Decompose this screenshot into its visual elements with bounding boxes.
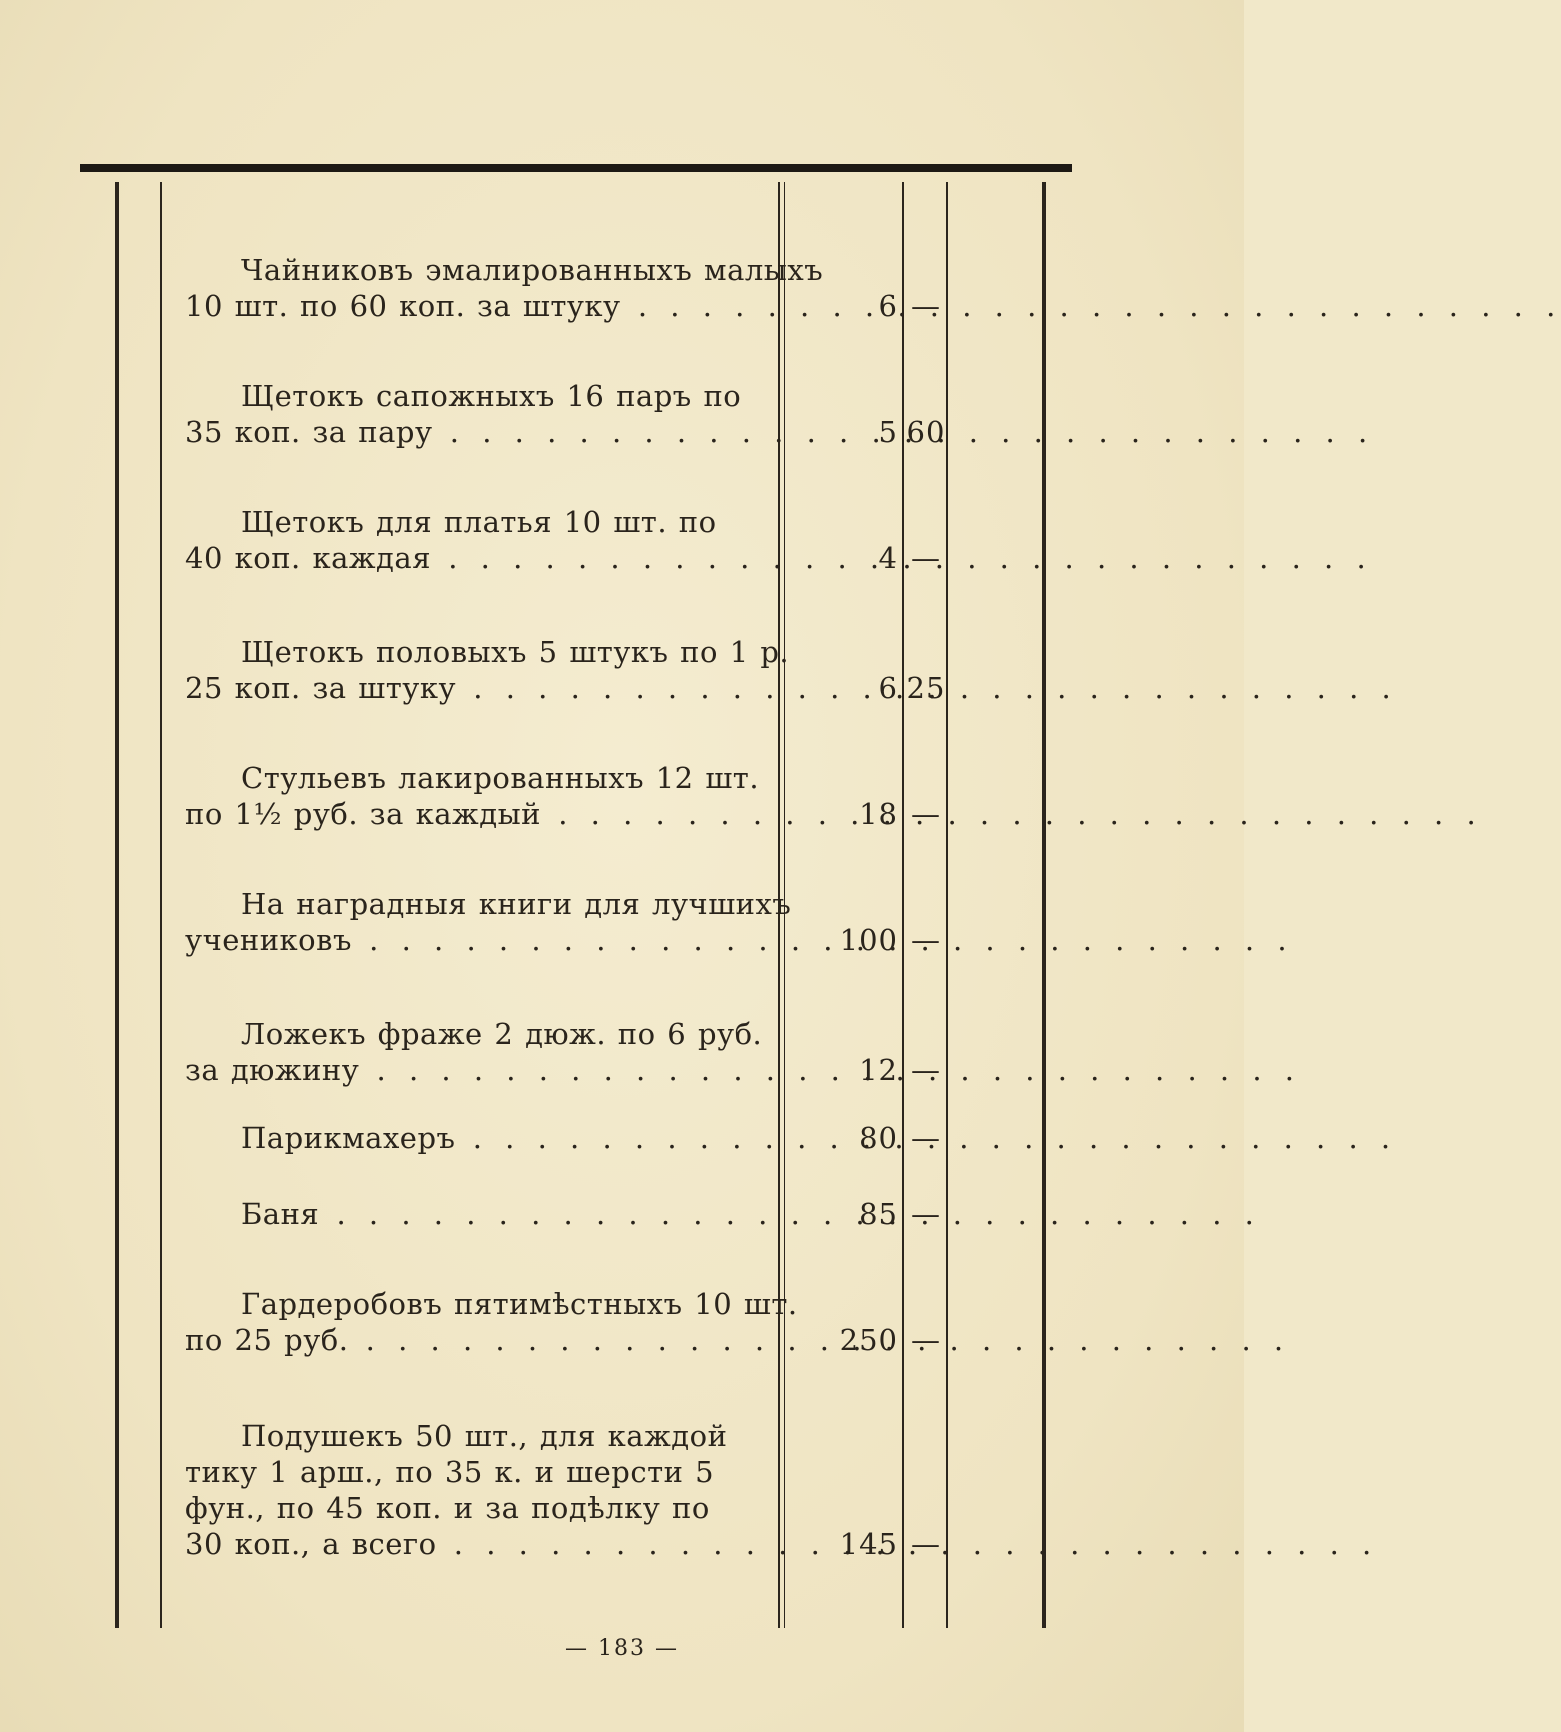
entry-line: Щетокъ половыхъ 5 штукъ по 1 р.: [241, 635, 790, 669]
rubles-amount: 4: [878, 541, 898, 575]
entry-line: по 1½ руб. за каждый . . .: [185, 796, 762, 832]
rubles-amount: 85: [859, 1197, 898, 1231]
left-border-line: [115, 182, 119, 1628]
entry-description: [185, 1196, 762, 1232]
entry-line: по 25 руб. . . .: [185, 1322, 762, 1358]
rub-kop-divider: [902, 182, 904, 1628]
entry-description: [185, 504, 762, 576]
rubles-amount: 18: [859, 797, 898, 831]
kopecks-amount: —: [911, 1121, 941, 1155]
rubles-amount: 250: [839, 1323, 898, 1357]
kopecks-amount: 60: [906, 415, 946, 449]
entry-line: На наградныя книги для лучшихъ: [241, 887, 792, 921]
entry-line: Баня . . .: [185, 1196, 762, 1232]
kopecks-amount: —: [911, 1053, 941, 1087]
kopecks-amount: —: [911, 1323, 941, 1357]
entry-line: за дюжину . . .: [185, 1052, 762, 1088]
kopecks-amount: —: [911, 541, 941, 575]
entry-line: Подушекъ 50 шт., для каждой: [241, 1419, 728, 1453]
rubles-amount: 5: [878, 415, 898, 449]
kopecks-amount: —: [911, 1197, 941, 1231]
right-border-line: [1042, 182, 1046, 1628]
entry-line: 40 коп. каждая . . .: [185, 540, 762, 576]
entry-description: [185, 1418, 762, 1562]
entry-description: [185, 252, 824, 324]
rubles-amount: 6: [878, 671, 898, 705]
kopecks-amount: —: [911, 923, 941, 957]
left-inner-line: [160, 182, 162, 1628]
entry-description: [185, 1120, 762, 1156]
entry-line: 35 коп. за пару . . .: [185, 414, 762, 450]
kop-right-line: [946, 182, 948, 1628]
entry-line: Щетокъ сапожныхъ 16 паръ по: [241, 379, 742, 413]
entry-line: учениковъ . . .: [185, 922, 762, 958]
entry-line: тику 1 арш., по 35 к. и шерсти 5: [185, 1455, 715, 1489]
entry-line: Щетокъ для платья 10 шт. по: [241, 505, 717, 539]
kopecks-amount: —: [911, 1527, 941, 1561]
kopecks-amount: 25: [906, 671, 946, 705]
entry-line: Ложекъ фраже 2 дюж. по 6 руб.: [241, 1017, 763, 1051]
page-number: — 183 —: [565, 1636, 679, 1661]
entry-description: [185, 1286, 798, 1358]
entry-line: Чайниковъ эмалированныхъ малыхъ: [241, 253, 824, 287]
entry-line: Парикмахеръ . . .: [185, 1120, 762, 1156]
rubles-amount: 12: [859, 1053, 898, 1087]
entry-line: 30 коп., а всего . . .: [185, 1526, 762, 1562]
entry-line: 25 коп. за штуку . . .: [185, 670, 762, 706]
rubles-amount: 6: [878, 289, 898, 323]
rubles-amount: 145: [839, 1527, 898, 1561]
entry-description: [185, 378, 762, 450]
rubles-amount: 100: [839, 923, 898, 957]
entry-description: [185, 1016, 762, 1088]
rubles-amount: 80: [859, 1121, 898, 1155]
entry-line: фун., по 45 коп. и за подѣлку по: [185, 1491, 710, 1525]
entry-description: [185, 760, 762, 832]
entry-description: [185, 886, 792, 958]
entry-line: 10 шт. по 60 коп. за штуку . . .: [185, 288, 762, 324]
kopecks-amount: —: [911, 797, 941, 831]
entry-line: Стульевъ лакированныхъ 12 шт.: [241, 761, 760, 795]
entry-description: [185, 634, 790, 706]
entry-line: Гардеробовъ пятимѣстныхъ 10 шт.: [241, 1287, 798, 1321]
kopecks-amount: —: [911, 289, 941, 323]
